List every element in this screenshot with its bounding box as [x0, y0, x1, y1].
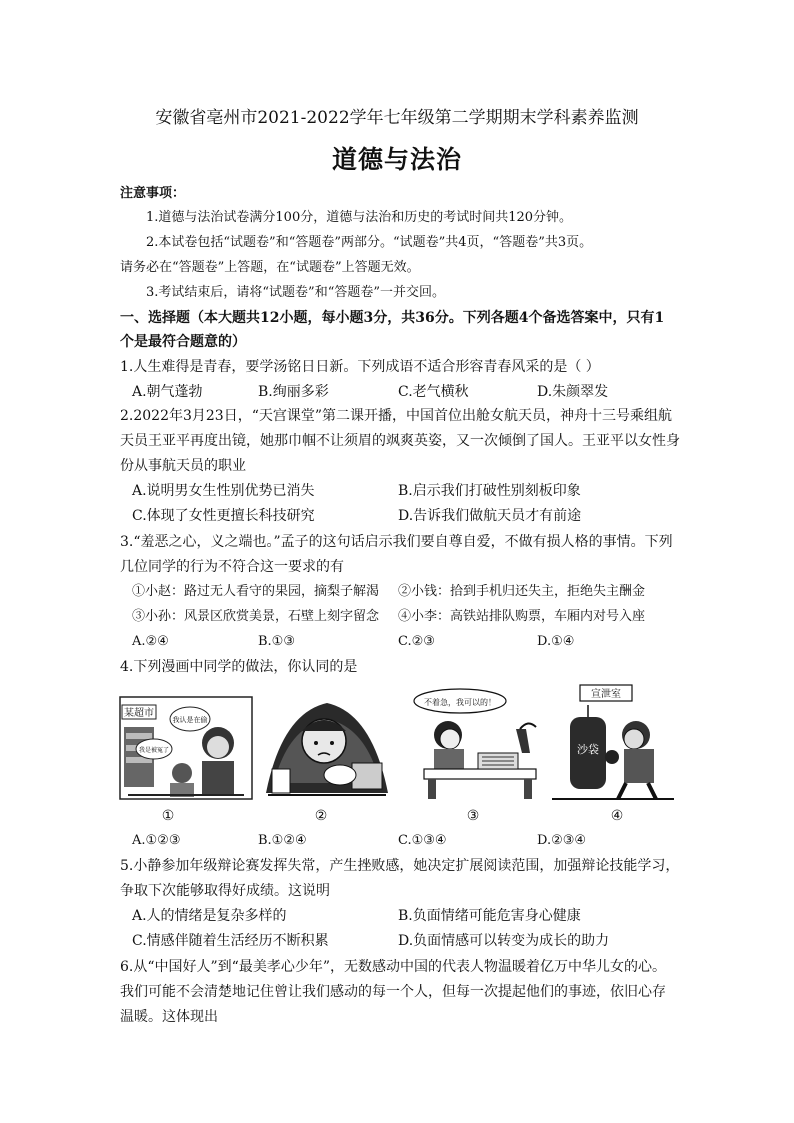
q3-option-a: A.②④ — [132, 634, 169, 649]
q4-option-b: B.①②④ — [258, 833, 307, 848]
exam-title: 安徽省亳州市2021-2022学年七年级第二学期期末学科素养监测 — [155, 108, 639, 128]
q4-option-d: D.②③④ — [537, 833, 587, 848]
cartoon-3-bubble: 不着急，我可以的！ — [424, 698, 496, 707]
q2-option-d: D.告诉我们做航天员才有前途 — [398, 508, 582, 524]
q3-item-3: ③小孙：风景区欣赏美景，石壁上刻字留念 — [132, 609, 380, 624]
q2-line-1: 2.2022年3月23日，“天宫课堂”第二课开播，中国首位出舱女航天员，神舟十三号乘组航 — [120, 408, 673, 424]
notes-item-3: 3.考试结束后，请将“试题卷”和“答题卷”一并交回。 — [146, 285, 445, 300]
cartoon-4-sign: 宣泄室 — [591, 689, 621, 700]
cartoon-4-bag: 沙袋 — [577, 743, 599, 756]
notes-item-2-line-1: 2.本试卷包括“试题卷”和“答题卷”两部分。“试题卷”共4页，“答题卷”共3页。 — [146, 235, 593, 250]
cartoon-1-caption: ① — [161, 808, 175, 824]
q3-line-2: 几位同学的行为不符合这一要求的有 — [120, 559, 344, 575]
q4-stem: 4.下列漫画中同学的做法，你认同的是 — [120, 659, 358, 675]
q2-line-3: 份从事航天员的职业 — [120, 458, 246, 474]
section-1-line-2: 个是最符合题意的） — [120, 334, 246, 350]
q6-line-1: 6.从“中国好人”到“最美孝心少年”，无数感动中国的代表人物温暖着亿万中华儿女的心。 — [120, 959, 666, 975]
notes-item-2-line-2: 请务必在“答题卷”上答题，在“试题卷”上答题无效。 — [120, 260, 420, 275]
q2-option-c: C.体现了女性更擅长科技研究 — [132, 508, 315, 524]
cartoon-1-sign: 某超市 — [124, 708, 154, 719]
section-1-line-1: 一、选择题（本大题共12小题，每小题3分，共36分。下列各题4个备选答案中，只有1 — [120, 310, 665, 326]
cartoon-3-image — [404, 683, 542, 801]
notes-item-1: 1.道德与法治试卷满分100分，道德与法治和历史的考试时间共120分钟。 — [146, 210, 573, 225]
q5-option-d: D.负面情感可以转变为成长的助力 — [398, 933, 610, 949]
cartoon-2-image — [262, 683, 392, 801]
q2-line-2: 天员王亚平再度出镜，她那巾帼不让须眉的飒爽英姿，又一次倾倒了国人。王亚平以女性身 — [120, 433, 680, 449]
q1-option-a: A.朝气蓬勃 — [132, 384, 203, 400]
q5-line-2: 争取下次能够取得好成绩。这说明 — [120, 883, 330, 899]
q5-option-c: C.情感伴随着生活经历不断积累 — [132, 933, 329, 949]
cartoon-4-image — [548, 683, 678, 801]
cartoon-1-bubble-1: 我认是在偷 — [172, 716, 208, 724]
cartoon-1-bubble-2: 我是被冤了 — [138, 747, 170, 754]
q1-option-b: B.绚丽多彩 — [258, 384, 329, 400]
cartoon-2-caption: ② — [314, 808, 328, 824]
q5-line-1: 5.小静参加年级辩论赛发挥失常，产生挫败感，她决定扩展阅读范围，加强辩论技能学习， — [120, 858, 680, 874]
q3-option-d: D.①④ — [537, 634, 575, 649]
q4-option-a: A.①②③ — [132, 833, 181, 848]
q1-option-d: D.朱颜翠发 — [537, 384, 609, 400]
notes-heading: 注意事项： — [120, 186, 186, 201]
cartoon-4-caption: ④ — [610, 808, 624, 824]
q3-item-4: ④小李：高铁站排队购票，车厢内对号入座 — [398, 609, 646, 624]
q5-option-b: B.负面情绪可能危害身心健康 — [398, 908, 581, 924]
q2-option-a: A.说明男女生性别优势已消失 — [132, 483, 315, 499]
cartoon-1-image — [118, 683, 254, 801]
q2-option-b: B.启示我们打破性别刻板印象 — [398, 483, 581, 499]
q1-option-c: C.老气横秋 — [398, 384, 469, 400]
q5-option-a: A.人的情绪是复杂多样的 — [132, 908, 287, 924]
q3-option-b: B.①③ — [258, 634, 295, 649]
q3-item-1: ①小赵：路过无人看守的果园，摘梨子解渴 — [132, 584, 380, 599]
q3-option-c: C.②③ — [398, 634, 435, 649]
q1-stem: 1.人生难得是青春，要学汤铭日日新。下列成语不适合形容青春风采的是（ ） — [120, 359, 600, 375]
q6-line-2: 我们可能不会清楚地记住曾让我们感动的每一个人，但每一次提起他们的事迹，依旧心存 — [120, 984, 666, 1000]
q3-item-2: ②小钱：拾到手机归还失主，拒绝失主酬金 — [398, 584, 646, 599]
q3-line-1: 3.“羞恶之心，义之端也。”孟子的这句话启示我们要自尊自爱，不做有损人格的事情。下列 — [120, 534, 673, 550]
subject-title: 道德与法治 — [331, 145, 462, 174]
q4-option-c: C.①③④ — [398, 833, 447, 848]
q6-line-3: 温暖。这体现出 — [120, 1009, 218, 1025]
cartoon-3-caption: ③ — [466, 808, 480, 824]
